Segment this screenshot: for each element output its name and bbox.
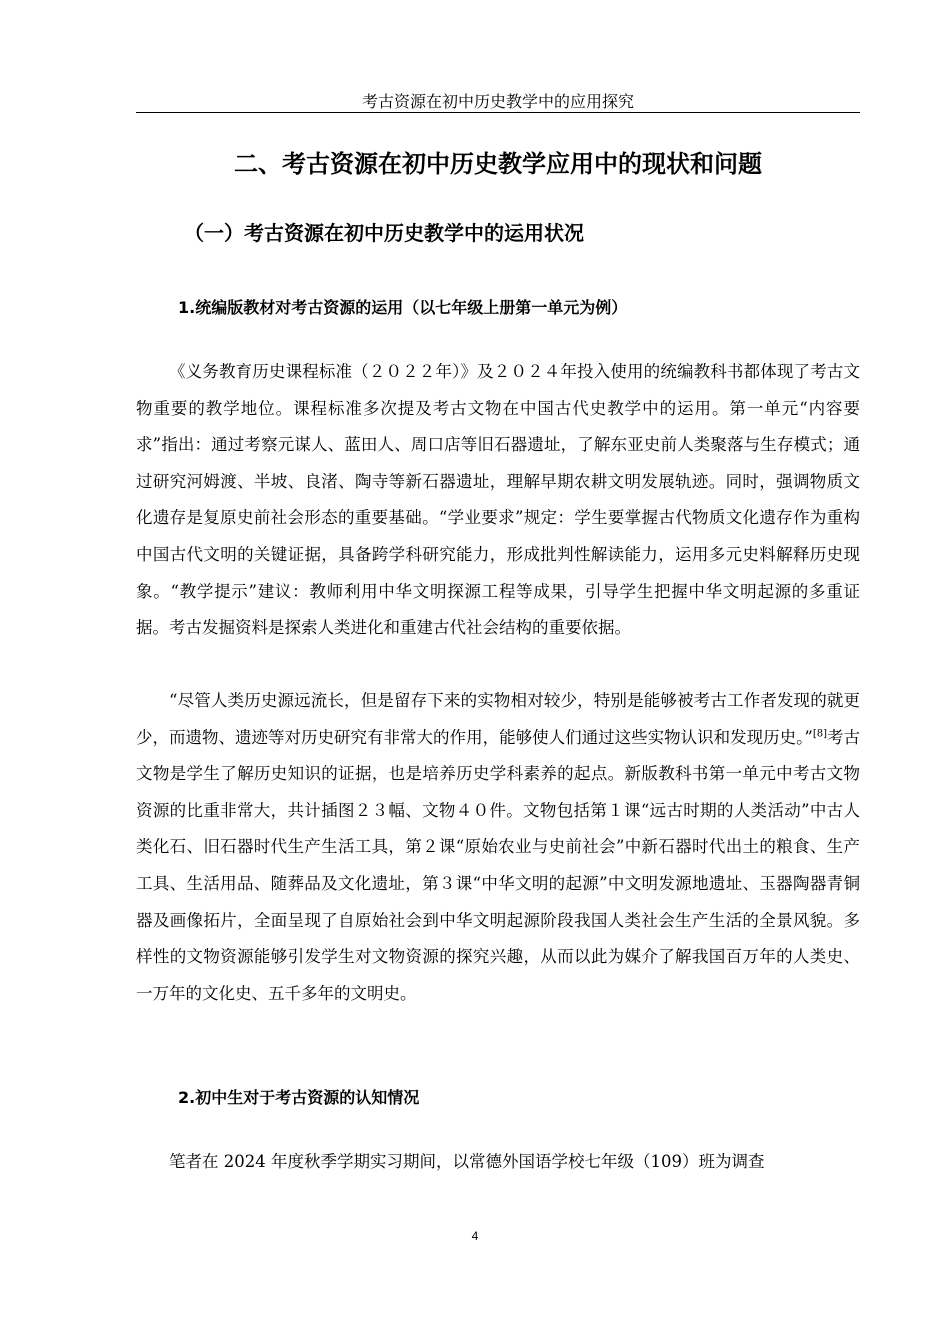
subsection-title-2: 2.初中生对于考古资源的认知情况 <box>178 1088 420 1107</box>
paragraph-2-quote: “尽管人类历史源远流长，但是留存下来的实物相对较少，特别是能够被考古工作者发现的就更少，而遗物、遗迹等对历史研究有非常大的作用，能够使人们通过这些实物认识和发现历史。” <box>136 691 860 747</box>
body-paragraph-3: 笔者在 2024 年度秋季学期实习期间，以常德外国语学校七年级（109）班为调查 <box>169 1152 765 1171</box>
section-title: （一）考古资源在初中历史教学中的运用状况 <box>184 221 584 245</box>
page-number: 4 <box>471 1229 479 1243</box>
running-header: 考古资源在初中历史教学中的应用探究 <box>361 92 634 111</box>
subsection-title-1: 1.统编版教材对考古资源的运用（以七年级上册第一单元为例） <box>178 298 628 317</box>
body-paragraph-2 <box>136 683 860 1012</box>
paragraph-2-body: 考古文物是学生了解历史知识的证据，也是培养历史学科素养的起点。新版教科书第一单元中考古文物资源的比重非常大，共计插图２３幅、文物４０件。文物包括第１课“远古时期的人类活动”中古人类化石、旧石器时代生产生活工具，第２课“原始农业与史前社会”中新石器时代出土的粮食、生产工具、生活用品、随葬品及文化遗址，第３课“中华文明的起源”中文明发源地遗址、玉器陶器青铜器及画像拓片，全面呈现了自原始社会到中华文明起源阶段我国人类社会生产生活的全景风貌。多样性的文物资源能够引发学生对文物资源的探究兴趣，从而以此为媒介了解我国百万年的人类史、一万年的文化史、五千多年的文明史。 <box>136 727 861 1003</box>
header-rule <box>136 112 860 113</box>
chapter-title: 二、考古资源在初中历史教学应用中的现状和问题 <box>234 150 762 178</box>
citation-ref: [8] <box>812 728 827 740</box>
body-paragraph-1: 《义务教育历史课程标准（２０２２年）》及２０２４年投入使用的统编教科书都体现了考古文物重要的教学地位。课程标准多次提及考古文物在中国古代史教学中的运用。第一单元“内容要求”指出：通过考察元谋人、蓝田人、周口店等旧石器遗址，了解东亚史前人类聚落与生存模式；通过研究河姆渡、半坡、良渚、陶寺等新石器遗址，理解早期农耕文明发展轨迹。同时，强调物质文化遗存是复原史前社会形态的重要基础。“学业要求”规定：学生要掌握古代物质文化遗存作为重构中国古代文明的关键证据，具备跨学科研究能力，形成批判性解读能力，运用多元史料解释历史现象。“教学提示”建议：教师利用中华文明探源工程等成果，引导学生把握中华文明起源的多重证据。考古发掘资料是探索人类进化和重建古代社会结构的重要依据。 <box>136 362 860 638</box>
